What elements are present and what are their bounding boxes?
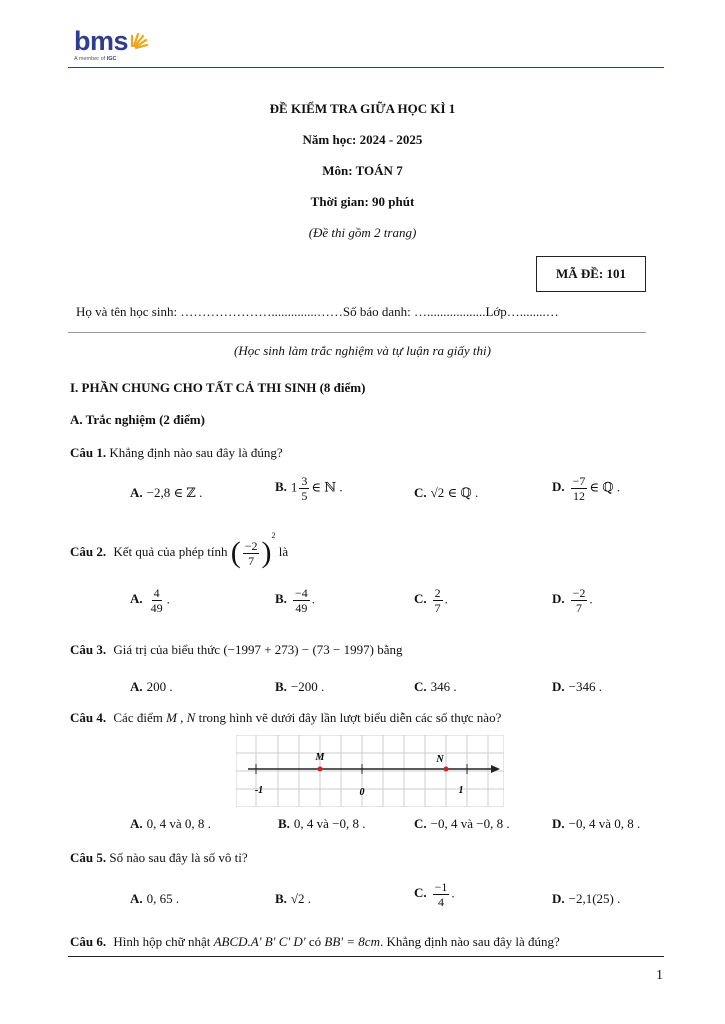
question-tail: bằng <box>377 642 403 657</box>
denominator: 49 <box>295 601 308 615</box>
option-value: −346 . <box>568 679 602 694</box>
label-m: M <box>315 752 325 763</box>
question-text: Khẳng định nào sau đây là đúng? <box>109 445 283 460</box>
question-label: Câu 4. <box>70 710 107 725</box>
variables: M , N <box>166 710 196 725</box>
label-n: N <box>436 754 444 765</box>
denominator: 12 <box>573 489 586 503</box>
fraction <box>293 586 310 615</box>
question-text: Kết quả của phép tính <box>113 544 228 559</box>
denominator: 4 <box>438 895 445 909</box>
question-label: Câu 5. <box>70 850 107 865</box>
option-label: C. <box>414 485 427 500</box>
option-value: −2,1(25) . <box>568 891 621 906</box>
question-text: Giá trị của biểu thức <box>113 642 221 657</box>
option-label: A. <box>130 485 143 500</box>
question-3 <box>70 642 403 658</box>
fraction <box>149 586 165 615</box>
option-tail: ∈ ℚ . <box>589 479 621 495</box>
option-label: C. <box>414 885 427 901</box>
label-minus1: -1 <box>254 785 264 796</box>
q1-option-c <box>414 485 478 501</box>
numerator: −1 <box>434 880 448 894</box>
option-tail: ∈ ℕ . <box>311 479 343 495</box>
q1-option-d <box>552 474 620 503</box>
header-rule <box>68 67 664 68</box>
option-label: C. <box>414 816 427 831</box>
numerator: 3 <box>301 474 308 488</box>
question-tail: là <box>278 544 289 559</box>
q4-option-b <box>278 816 366 832</box>
option-label: B. <box>275 679 287 694</box>
question-label: Câu 3. <box>70 642 107 657</box>
denominator: 7 <box>434 601 441 615</box>
option-label: A. <box>130 591 143 607</box>
question-text: . Khẳng định nào sau đây là đúng? <box>379 934 560 949</box>
option-value: −200 . <box>290 679 325 694</box>
fraction <box>433 586 443 615</box>
question-5 <box>70 850 248 866</box>
q4-option-c <box>414 816 510 832</box>
question-1 <box>70 445 283 461</box>
question-text: Các điểm <box>113 710 163 725</box>
sun-icon <box>129 28 149 50</box>
expression: ABCD.A' B' C' D' <box>213 934 306 949</box>
axis-arrow-icon <box>491 765 500 773</box>
option-value: −0, 4 và 0, 8 . <box>568 816 641 831</box>
expression: (−1997 + 273) − (73 − 1997) <box>223 642 374 657</box>
option-value: 200 . <box>146 679 173 694</box>
numerator: −2 <box>572 586 586 600</box>
denominator: 7 <box>248 553 255 568</box>
option-value: −0, 4 và −0, 8 . <box>430 816 510 831</box>
q5-option-c: C. $\frac{-1}{4}$ . <box>414 880 455 909</box>
numerator: 2 <box>434 586 441 600</box>
option-value: −2,8 ∈ ℤ . <box>146 485 203 500</box>
question-label: Câu 6. <box>70 934 107 949</box>
option-label: D. <box>552 479 565 495</box>
section-heading: I. PHẦN CHUNG CHO TẤT CẢ THI SINH (8 điểm) <box>70 380 366 395</box>
bms-logo <box>74 28 149 62</box>
option-value: 0, 65 . <box>146 891 180 906</box>
footer-rule <box>68 956 664 957</box>
option-value: 0, 4 và 0, 8 . <box>146 816 211 831</box>
question-text: trong hình vẽ dưới đây lần lượt biểu diễn các số thực nào? <box>198 710 502 725</box>
denominator: 7 <box>576 601 583 615</box>
option-label: C. <box>414 679 427 694</box>
instruction: (Học sinh làm trắc nghiệm và tự luận ra giấy thi) <box>234 343 491 358</box>
option-value: √2 ∈ ℚ . <box>430 485 479 500</box>
exam-code-box: MÃ ĐỀ: 101 <box>536 256 646 292</box>
option-label: D. <box>552 591 565 607</box>
option-label: D. <box>552 679 565 694</box>
q3-option-a <box>130 679 173 695</box>
question-6 <box>70 934 560 950</box>
part-a-heading: A. Trắc nghiệm (2 điểm) <box>70 412 205 427</box>
fraction <box>299 474 309 503</box>
q3-option-b <box>275 679 324 695</box>
denominator: 49 <box>150 601 163 615</box>
grid <box>236 735 504 807</box>
option-label: A. <box>130 679 143 694</box>
question-label: Câu 1. <box>70 445 107 460</box>
question-4 <box>70 710 501 726</box>
numerator: −7 <box>572 474 586 488</box>
q4-option-d <box>552 816 640 832</box>
option-label: A. <box>130 891 143 906</box>
question-text: có <box>308 934 322 949</box>
question-text: Số nào sau đây là số vô tỉ? <box>109 850 248 865</box>
option-label: B. <box>278 816 290 831</box>
option-label: D. <box>552 816 565 831</box>
q5-option-d <box>552 891 620 907</box>
q1-option-b <box>275 474 343 503</box>
option-label: D. <box>552 891 565 906</box>
logo-tagline-group: IGC <box>106 56 117 62</box>
mixed-whole: 1 <box>290 479 298 495</box>
expression: BB' = 8cm <box>324 934 380 949</box>
denominator: 5 <box>301 489 308 503</box>
option-label: B. <box>275 591 287 607</box>
subject: Môn: TOÁN 7 <box>322 163 403 178</box>
q2-option-c: C. $\frac{2}{7}$ . <box>414 586 448 615</box>
option-value: 346 . <box>430 679 457 694</box>
numerator: 4 <box>153 586 160 600</box>
fraction <box>243 539 260 568</box>
q2-option-a: A. $\frac{4}{49}$ . <box>130 586 170 615</box>
number-line-figure <box>236 735 504 807</box>
q5-option-a <box>130 891 179 907</box>
question-2 <box>70 531 288 568</box>
option-value: √2 . <box>290 891 312 906</box>
divider <box>68 332 646 333</box>
option-label: B. <box>275 891 287 906</box>
q1-option-a <box>130 485 202 501</box>
exponent: 2 <box>271 531 276 540</box>
numerator: −2 <box>244 538 258 553</box>
q3-option-d <box>552 679 602 695</box>
q2-option-b: B. $\frac{-4}{49}$ . <box>275 586 315 615</box>
numerator: −4 <box>294 586 308 600</box>
open-paren: ( <box>230 536 241 570</box>
q2-option-d: D. $\frac{-2}{7}$ . <box>552 586 593 615</box>
point-m <box>318 767 323 772</box>
exam-title: ĐỀ KIỂM TRA GIỮA HỌC KÌ 1 <box>269 101 456 116</box>
logo-tagline-prefix: A member of <box>74 56 106 62</box>
point-n <box>444 767 449 772</box>
q5-option-b <box>275 891 311 907</box>
student-info-line: Họ và tên học sinh: …………………..............……Số báo danh: …..................Lớp…........… <box>76 304 559 319</box>
page-number: 1 <box>656 968 663 983</box>
question-text: Hình hộp chữ nhật <box>113 934 211 949</box>
q4-option-a <box>130 816 211 832</box>
option-value: 0, 4 và −0, 8 . <box>293 816 366 831</box>
fraction <box>433 880 450 909</box>
fraction <box>571 586 588 615</box>
question-label: Câu 2. <box>70 544 107 559</box>
logo-brand: bms <box>74 26 129 56</box>
option-label: A. <box>130 816 143 831</box>
label-1: 1 <box>458 785 464 796</box>
pages-note: (Đề thi gồm 2 trang) <box>308 225 417 240</box>
close-paren: ) <box>261 536 272 570</box>
duration: Thời gian: 90 phút <box>310 194 415 209</box>
option-label: C. <box>414 591 427 607</box>
q3-option-c <box>414 679 457 695</box>
label-0: 0 <box>359 787 365 798</box>
school-year: Năm học: 2024 - 2025 <box>302 132 423 147</box>
option-label: B. <box>275 479 287 495</box>
fraction <box>571 474 588 503</box>
